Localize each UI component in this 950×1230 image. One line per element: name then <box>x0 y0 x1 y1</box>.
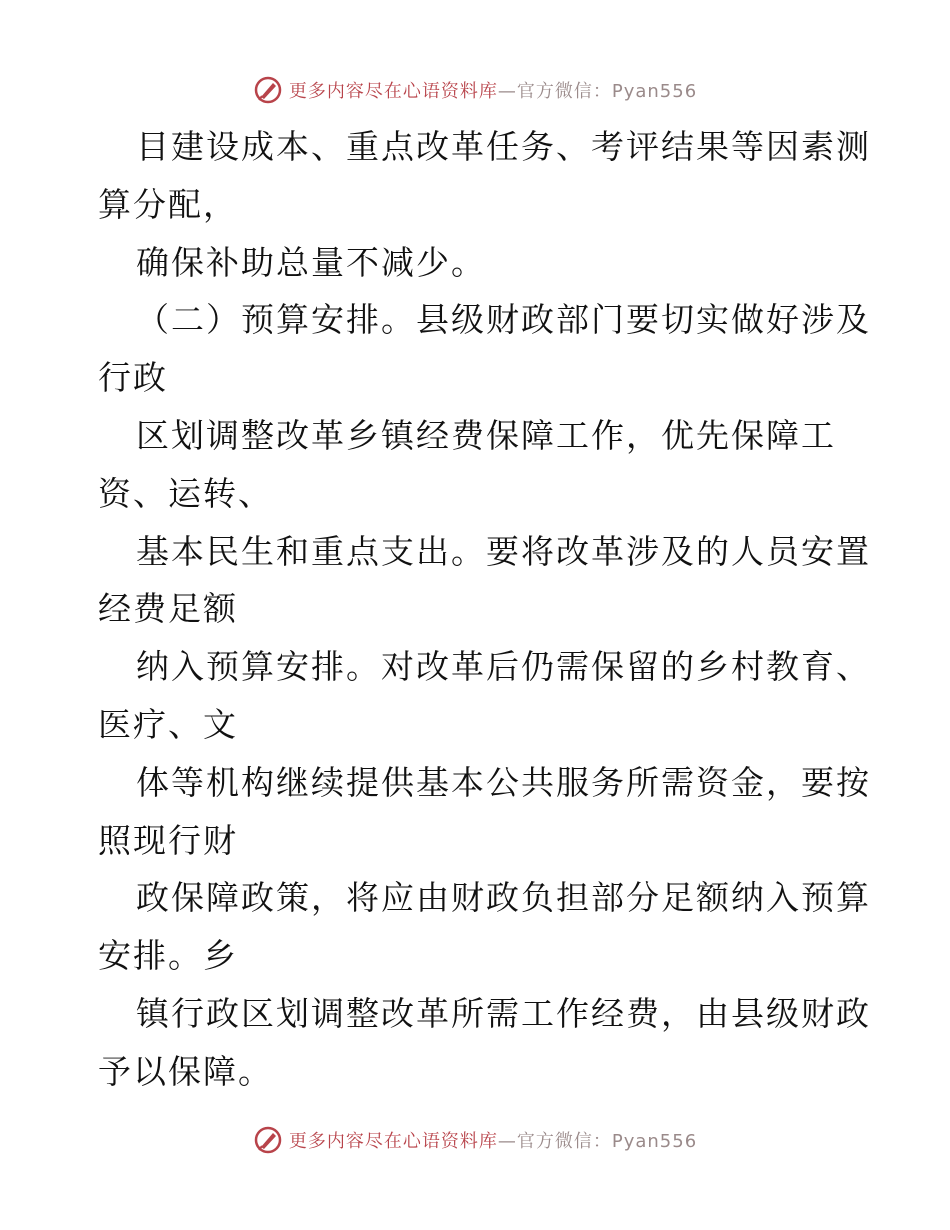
body-line: 安排。乡 <box>98 936 238 976</box>
body-line: 医疗、文 <box>98 704 238 744</box>
body-line: 体等机构继续提供基本公共服务所需资金，要按 <box>136 762 871 802</box>
body-line: 予以保障。 <box>98 1051 273 1091</box>
body-line: 纳入预算安排。对改革后仍需保留的乡村教育、 <box>136 647 871 687</box>
body-line: 目建设成本、重点改革任务、考评结果等因素测 <box>136 127 871 166</box>
document-body <box>98 118 871 1101</box>
body-line: 经费足额 <box>98 589 238 629</box>
page-header-watermark <box>0 70 950 110</box>
watermark-text: 更多内容尽在心语资料库—官方微信：Pyan556 <box>288 81 698 102</box>
body-line: 确保补助总量不减少。 <box>136 242 486 282</box>
quill-pen-circle-icon <box>253 1125 283 1155</box>
body-line: 基本民生和重点支出。要将改革涉及的人员安置 <box>136 531 871 571</box>
body-line: 区划调整改革乡镇经费保障工作，优先保障工 <box>136 415 836 455</box>
body-line: 算分配， <box>98 184 238 224</box>
body-line: 政保障政策，将应由财政负担部分足额纳入预算 <box>136 878 871 918</box>
watermark-text: 更多内容尽在心语资料库—官方微信：Pyan556 <box>288 1131 698 1152</box>
page-footer-watermark <box>0 1120 950 1160</box>
body-line: 行政 <box>98 358 168 398</box>
body-line: 镇行政区划调整改革所需工作经费，由县级财政 <box>136 993 871 1033</box>
body-line: （二）预算安排。县级财政部门要切实做好涉及 <box>136 300 871 340</box>
body-line: 照现行财 <box>98 820 238 860</box>
body-line: 资、运转、 <box>98 473 273 513</box>
quill-pen-circle-icon <box>253 75 283 105</box>
